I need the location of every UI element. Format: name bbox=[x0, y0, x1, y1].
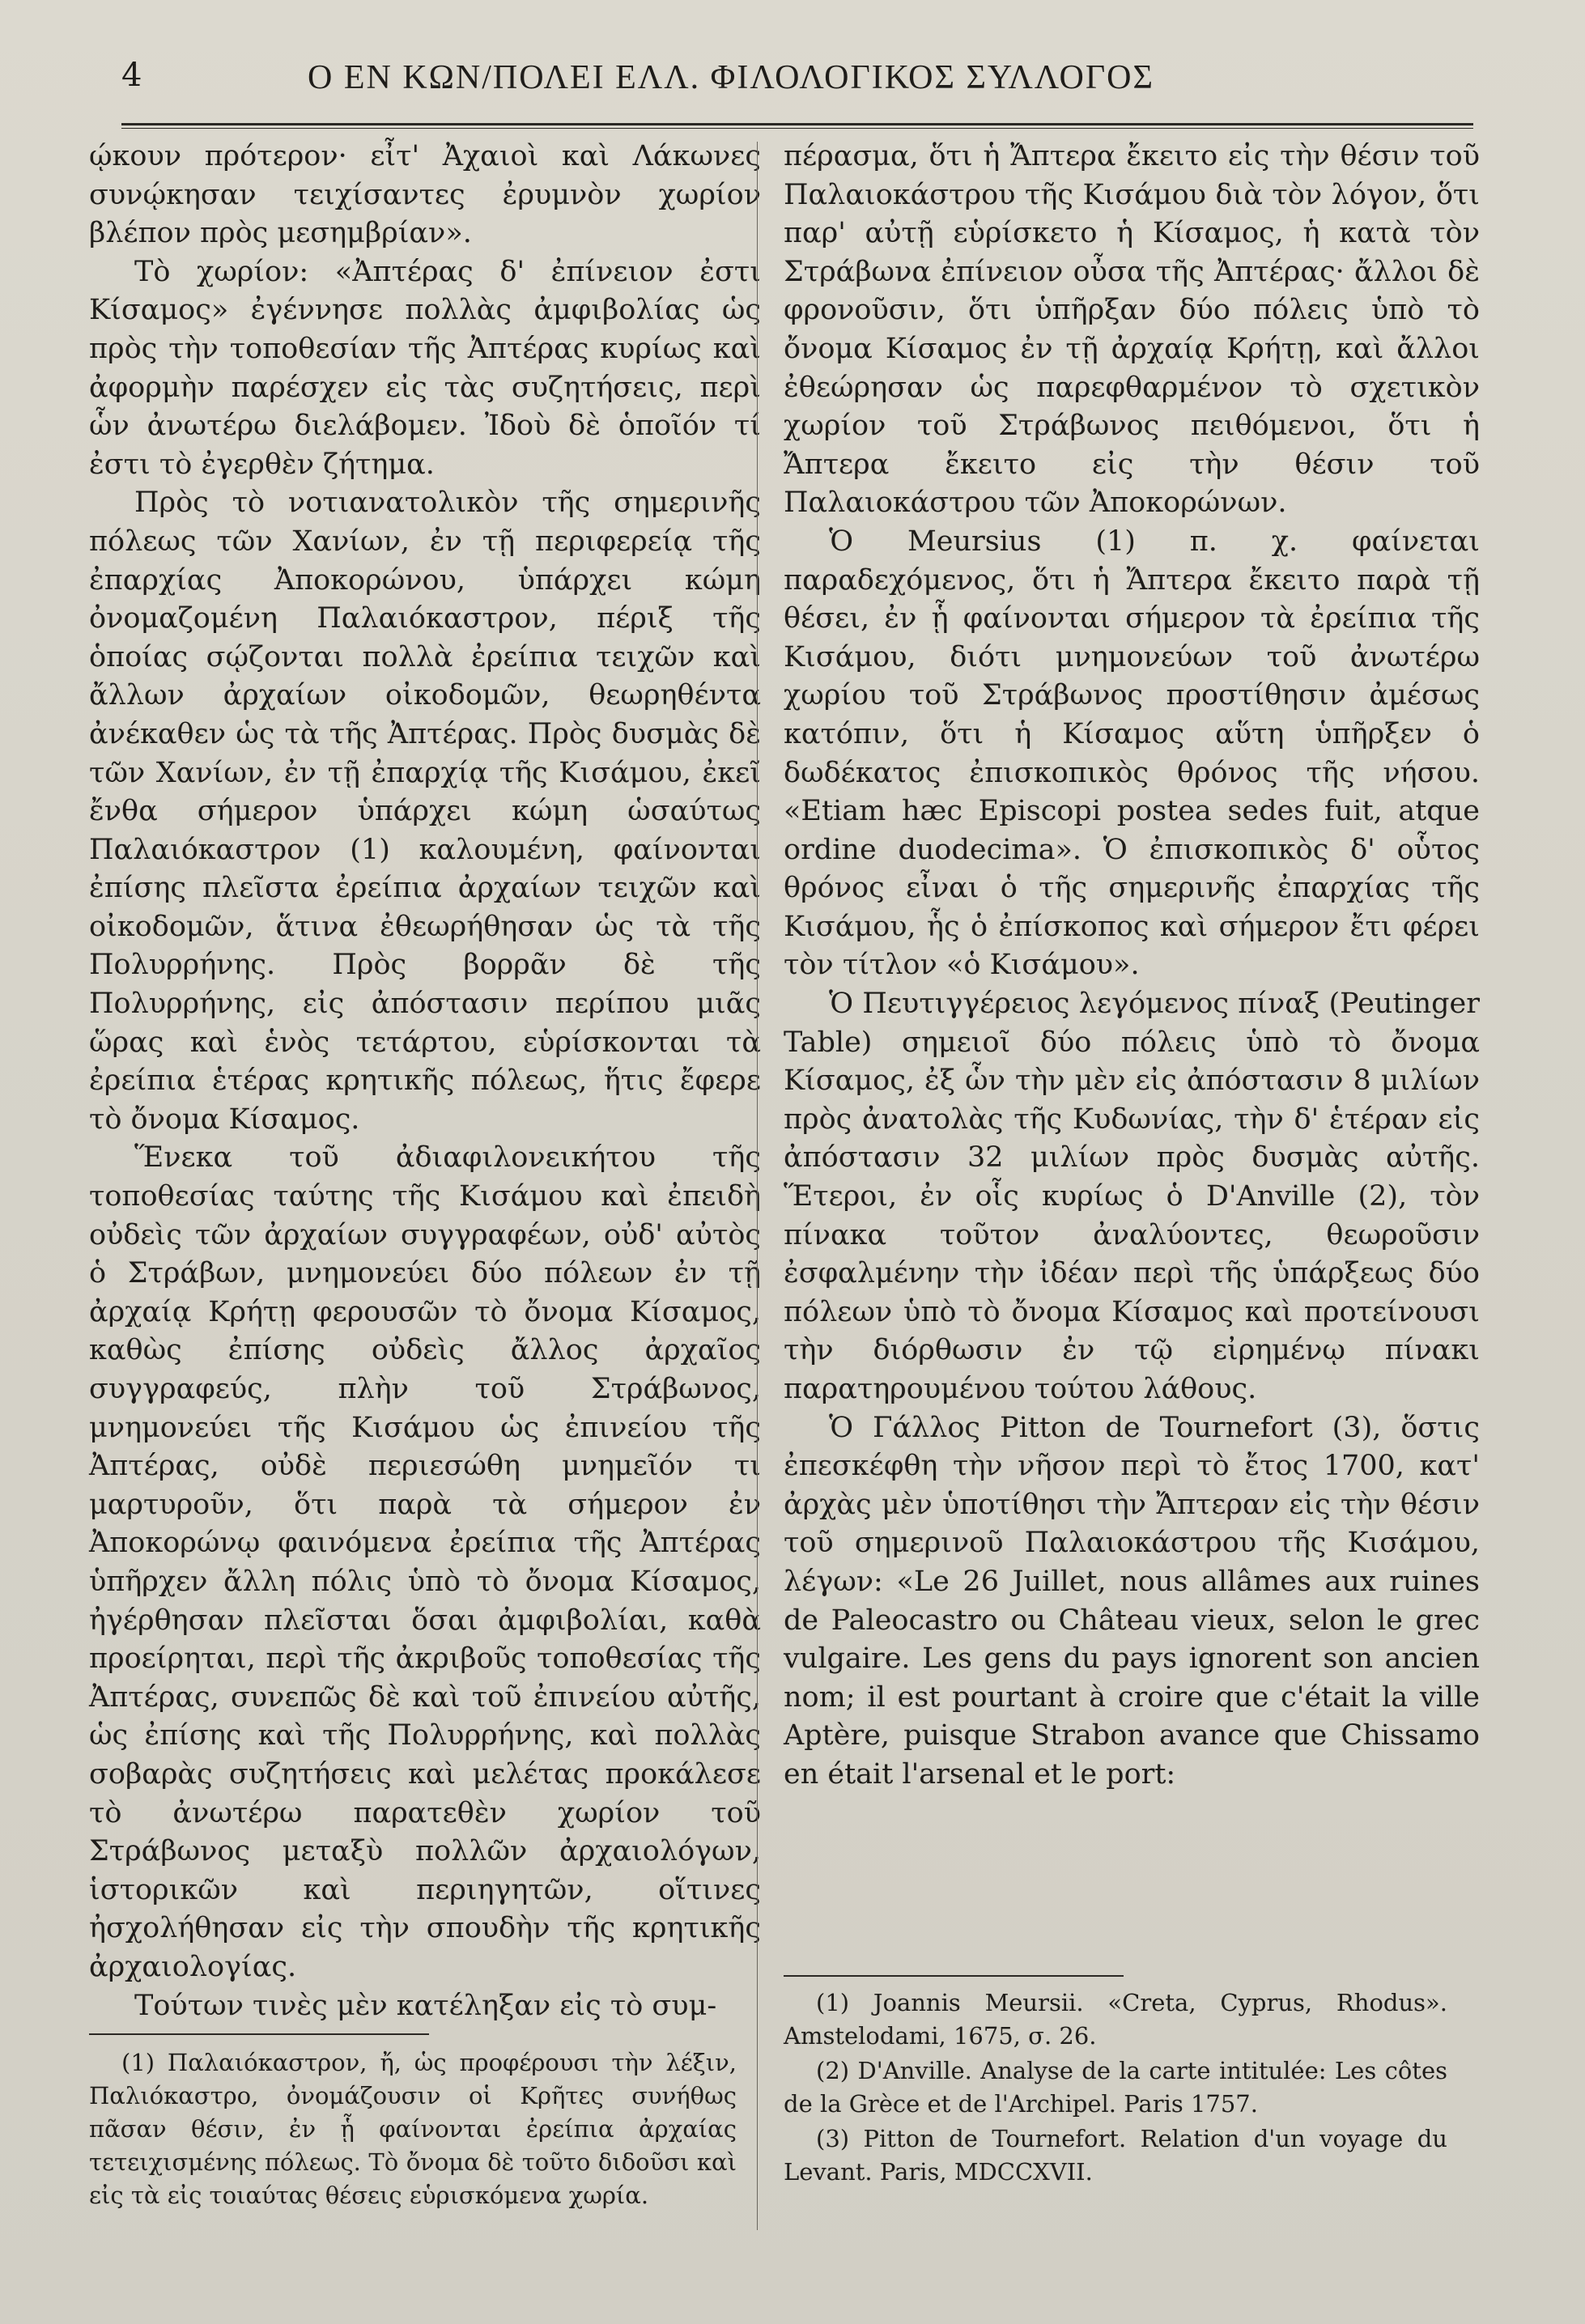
footnotes-left bbox=[89, 2046, 737, 2214]
running-title: Ο ΕΝ ΚΩΝ/ΠΟΛΕΙ ΕΛΛ. ΦΙΛΟΛΟΓΙΚΟΣ ΣΥΛΛΟΓΟΣ bbox=[308, 59, 1154, 96]
header-rule-thin bbox=[121, 128, 1473, 129]
footnote-rule-right bbox=[784, 1975, 1124, 1977]
page-header bbox=[121, 53, 1530, 112]
left-column bbox=[89, 138, 761, 2025]
paragraph: Ὁ Γάλλος Pitton de Tournefort (3), ὅστις ἐπεσκέφθη τὴν νῆσον περὶ τὸ ἔτος 1700, κατ' ἀρχὰς μὲν ὑποτίθησι τὴν Ἄπτεραν εἰς τὴν θέσιν τοῦ σημερινοῦ Παλαιοκάστρου τῆς Κισάμου, λέγων: «Le 26 Juillet, nous allâmes aux ruines de Paleocastro ou Château vieux, selon le grec vulgaire. Les gens du pays ignorent son ancien nom; il est pourtant à croire que c'était la ville Aptère, puisque Strabon avance que Chissamo en était l'arsenal et le port: bbox=[784, 1411, 1480, 1791]
paragraph: Πρὸς τὸ νοτιανατολικὸν τῆς σημερινῆς πόλεως τῶν Χανίων, ἐν τῇ περιφερείᾳ τῆς ἐπαρχίας Ἀποκορώνου, ὑπάρχει κώμη ὀνομαζομένη Παλαιόκαστρον, πέριξ τῆς ὁποίας σῴζονται πολλὰ ἐρείπια τειχῶν καὶ ἄλλων ἀρχαίων οἰκοδομῶν, θεωρηθέντα ἀνέκαθεν ὡς τὰ τῆς Ἀπτέρας. Πρὸς δυσμὰς δὲ τῶν Χανίων, ἐν τῇ ἐπαρχίᾳ τῆς Κισάμου, ἐκεῖ ἔνθα σήμερον ὑπάρχει κώμη ὡσαύτως Παλαιόκαστρον (1) καλουμένη, φαίνονται ἐπίσης πλεῖστα ἐρείπια ἀρχαίων τειχῶν καὶ οἰκοδομῶν, ἅτινα ἐθεωρήθησαν ὡς τὰ τῆς Πολυρρήνης. Πρὸς βορρᾶν δὲ τῆς Πολυρρήνης, εἰς ἀπόστασιν περίπου μιᾶς ὥρας καὶ ἑνὸς τετάρτου, εὑρίσκονται τὰ ἐρείπια ἑτέρας κρητικῆς πόλεως, ἥτις ἔφερε τὸ ὄνομα Κίσαμος. bbox=[89, 486, 761, 1136]
footnote-rule-left bbox=[89, 2033, 429, 2035]
paragraph: Ὁ Πευτιγγέρειος λεγόμενος πίναξ (Peutinger Table) σημειοῖ δύο πόλεις ὑπὸ τὸ ὄνομα Κίσαμος, ἐξ ὧν τὴν μὲν εἰς ἀπόστασιν 8 μιλίων πρὸς ἀνατολὰς τῆς Κυδωνίας, τὴν δ' ἑτέραν εἰς ἀπόστασιν 32 μιλίων πρὸς δυσμὰς αὐτῆς. Ἕτεροι, ἐν οἷς κυρίως ὁ D'Anville (2), τὸν πίνακα τοῦτον ἀναλύοντες, θεωροῦσιν ἐσφαλμένην τὴν ἰδέαν περὶ τῆς ὑπάρξεως δύο πόλεων ὑπὸ τὸ ὄνομα Κίσαμος καὶ προτείνουσι τὴν διόρθωσιν ἐν τῷ εἰρημένῳ πίνακι παρατηρουμένου τούτου λάθους. bbox=[784, 988, 1480, 1405]
footnotes-right bbox=[784, 1986, 1447, 2190]
column-divider bbox=[757, 142, 758, 2230]
right-column bbox=[784, 138, 1480, 1795]
paragraph: Τούτων τινὲς μὲν κατέληξαν εἰς τὸ συμ- bbox=[134, 1989, 717, 2022]
paragraph: πέρασμα, ὅτι ἡ Ἄπτερα ἔκειτο εἰς τὴν θέσιν τοῦ Παλαιοκάστρου τῆς Κισάμου διὰ τὸν λόγον, ὅτι παρ' αὐτῇ εὑρίσκετο ἡ Κίσαμος, ἡ κατὰ τὸν Στράβωνα ἐπίνειον οὖσα τῆς Ἀπτέρας· ἄλλοι δὲ φρονοῦσιν, ὅτι ὑπῆρξαν δύο πόλεις ὑπὸ τὸ ὄνομα Κίσαμος ἐν τῇ ἀρχαίᾳ Κρήτῃ, καὶ ἄλλοι ἐθεώρησαν ὡς παρεφθαρμένον τὸ σχετικὸν χωρίον τοῦ Στράβωνος πειθόμενοι, ὅτι ἡ Ἄπτερα ἔκειτο εἰς τὴν θέσιν τοῦ Παλαιοκάστρου τῶν Ἀποκορώνων. bbox=[784, 140, 1480, 520]
paragraph: ῴκουν πρότερον· εἶτ' Ἀχαιοὶ καὶ Λάκωνες συνῴκησαν τειχίσαντες ἐρυμνὸν χωρίον βλέπον πρὸς μεσημβρίαν». bbox=[89, 140, 761, 250]
page-number: 4 bbox=[121, 57, 142, 94]
footnote: (1) Joannis Meursii. «Creta, Cyprus, Rhodus». Amstelodami, 1675, σ. 26. bbox=[784, 1989, 1447, 2050]
paragraph: Ὁ Meursius (1) π. χ. φαίνεται παραδεχόμενος, ὅτι ἡ Ἄπτερα ἔκειτο παρὰ τῇ θέσει, ἐν ᾗ φαίνονται σήμερον τὰ ἐρείπια τῆς Κισάμου, διότι μνημονεύων τοῦ ἀνωτέρω χωρίου τοῦ Στράβωνος προστίθησιν ἀμέσως κατόπιν, ὅτι ἡ Κίσαμος αὕτη ὑπῆρξεν ὁ δωδέκατος ἐπισκοπικὸς θρόνος τῆς νήσου. «Etiam hæc Episcopi postea sedes fuit, atque ordine duodecima». Ὁ ἐπισκοπικὸς δ' οὗτος θρόνος εἶναι ὁ τῆς σημερινῆς ἐπαρχίας τῆς Κισάμου, ἧς ὁ ἐπίσκοπος καὶ σήμερον ἔτι φέρει τὸν τίτλον «ὁ Κισάμου». bbox=[784, 525, 1480, 982]
header-rule bbox=[121, 123, 1473, 125]
paragraph: Τὸ χωρίον: «Ἀπτέρας δ' ἐπίνειον ἐστι Κίσαμος» ἐγέννησε πολλὰς ἀμφιβολίας ὡς πρὸς τὴν τοποθεσίαν τῆς Ἀπτέρας κυρίως καὶ ἀφορμὴν παρέσχεν εἰς τὰς συζητήσεις, περὶ ὧν ἀνωτέρω διελάβομεν. Ἰδοὺ δὲ ὁποῖόν τί ἐστι τὸ ἐγερθὲν ζήτημα. bbox=[89, 255, 761, 481]
footnote: (1) Παλαιόκαστρον, ἤ, ὡς προφέρουσι τὴν λέξιν, Παλιόκαστρο, ὀνομάζουσιν οἱ Κρῆτες συνήθως πᾶσαν θέσιν, ἐν ᾗ φαίνονται ἐρείπια ἀρχαίας τετειχισμένης πόλεως. Τὸ ὄνομα δὲ τοῦτο διδοῦσι καὶ εἰς τὰ εἰς τοιαύτας θέσεις εὑρισκόμενα χωρία. bbox=[89, 2049, 737, 2209]
paragraph: Ἕνεκα τοῦ ἀδιαφιλονεικήτου τῆς τοποθεσίας ταύτης τῆς Κισάμου καὶ ἐπειδὴ οὐδεὶς τῶν ἀρχαίων συγγραφέων, οὐδ' αὐτὸς ὁ Στράβων, μνημονεύει δύο πόλεων ἐν τῇ ἀρχαίᾳ Κρήτῃ φερουσῶν τὸ ὄνομα Κίσαμος, καθὼς ἐπίσης οὐδεὶς ἄλλος ἀρχαῖος συγγραφεύς, πλὴν τοῦ Στράβωνος, μνημονεύει τῆς Κισάμου ὡς ἐπινείου τῆς Ἀπτέρας, οὐδὲ περιεσώθη μνημεῖόν τι μαρτυροῦν, ὅτι παρὰ τὰ σήμερον ἐν Ἀποκορώνῳ φαινόμενα ἐρείπια τῆς Ἀπτέρας ὑπῆρχεν ἄλλη πόλις ὑπὸ τὸ ὄνομα Κίσαμος, ἠγέρθησαν πλεῖσται ὅσαι ἀμφιβολίαι, καθὰ προείρηται, περὶ τῆς ἀκριβοῦς τοποθεσίας τῆς Ἀπτέρας, συνεπῶς δὲ καὶ τοῦ ἐπινείου αὐτῆς, ὡς ἐπίσης καὶ τῆς Πολυρρήνης, καὶ πολλὰς σοβαρὰς συζητήσεις καὶ μελέτας προκάλεσε τὸ ἀνωτέρω παρατεθὲν χωρίον τοῦ Στράβωνος μεταξὺ πολλῶν ἀρχαιολόγων, ἱστορικῶν καὶ περιηγητῶν, οἵτινες ἠσχολήθησαν εἰς τὴν σπουδὴν τῆς κρητικῆς ἀρχαιολογίας. bbox=[89, 1141, 761, 1983]
footnote: (2) D'Anville. Analyse de la carte intitulée: Les côtes de la Grèce et de l'Archipel. Paris 1757. bbox=[784, 2057, 1447, 2118]
footnote: (3) Pitton de Tournefort. Relation d'un voyage du Levant. Paris, MDCCXVII. bbox=[784, 2125, 1447, 2186]
